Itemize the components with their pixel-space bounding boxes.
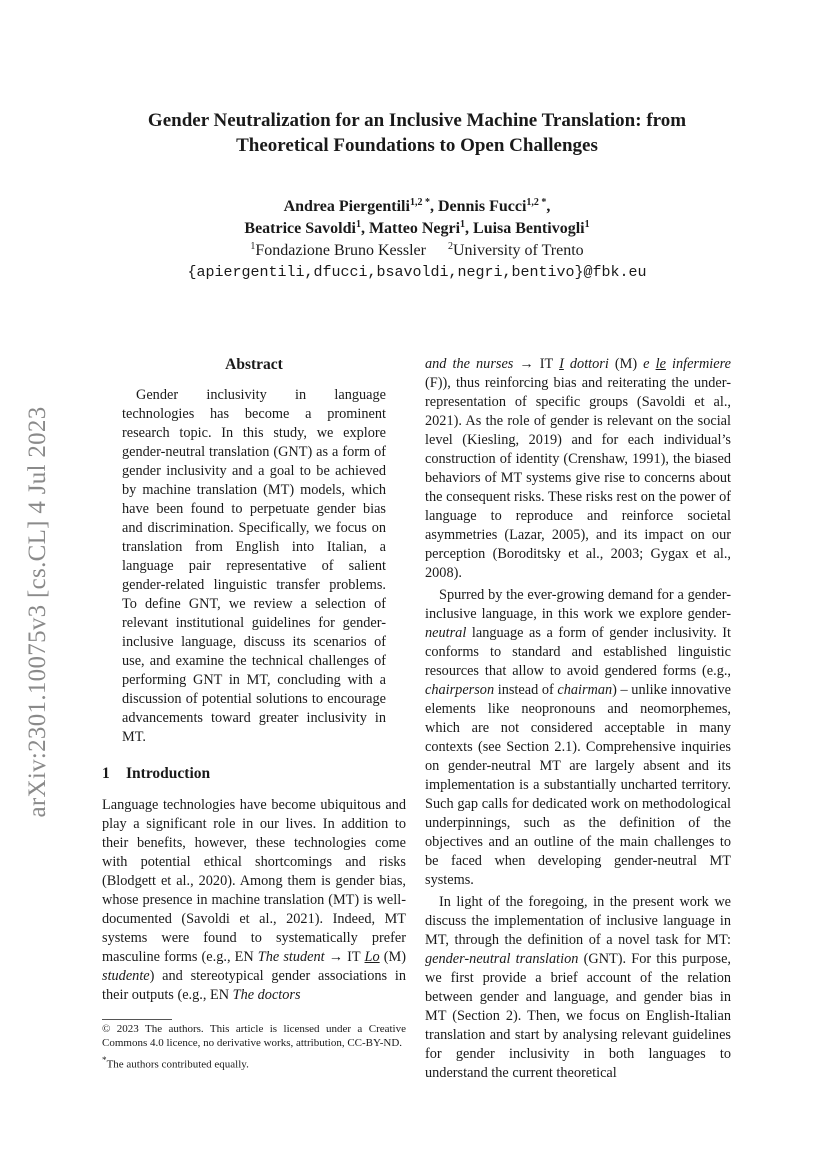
intro-paragraph-3: In light of the foregoing, in the present work we discuss the implementation of inclusive language in MT, through the definition of a novel task for MT: gender-neutral translation (GNT). For this purpose, we first provide a brief account of the relation between gender and language, and gender bias in MT (Section 2). Then, we focus on English-Italian translation and start by analysing relevant guidelines for gender inclusivity in both languages to understand the current theoretical xyxy=(425,894,731,1081)
author-name: Dennis Fucci xyxy=(437,198,527,215)
section-number: 1 xyxy=(102,765,110,782)
affiliations xyxy=(100,240,734,262)
author-separator: , xyxy=(546,198,551,215)
author-name: Luisa Bentivogli xyxy=(473,220,585,237)
affiliation-mark: 2 xyxy=(447,241,453,252)
intro-paragraph-2: Spurred by the ever-growing demand for a gender-inclusive language, in this work we explore gender-neutral language as a form of gender inclusivity. It conforms to standard and established linguistic resources that allow to avoid gendered forms (e.g., chairperson instead of chairman) – unlike innovative elements like neopronouns and neomorphemes, which are not considered acceptable in many contexts (see Section 2.1). Comprehensive inquiries on gender-neutral MT are largely absent and its implementation is a substantially uncharted territory. Such gap calls for dedicated work on methodological underpinnings, such as the definition of the objectives and an outline of the main challenges to be faced when developing gender-neutral MT systems. xyxy=(425,587,731,888)
left-column xyxy=(102,355,406,1005)
section-title: Introduction xyxy=(126,765,211,782)
author-separator: , xyxy=(429,198,438,215)
author-affiliation-mark: 1 xyxy=(584,219,590,230)
affiliation-name: University of Trento xyxy=(452,242,584,259)
abstract-text: Gender inclusivity in language technologies has become a prominent research topic. In this study, we explore gender-neutral translation (GNT) as a form of gender inclusivity and a goal to be achieved by machine translation (MT) models, which have been found to perpetuate gender bias and discrimination. Specifically, we focus on translation from English into Italian, a language pair representative of salient gender-related linguistic transfer problems. To define GNT, we review a selection of relevant institutional guidelines for gender-inclusive language, discuss its scenarios of use, and examine the technical challenges of performing GNT in MT, concluding with a discussion of potential solutions to encourage advancements toward greater inclusivity in MT. xyxy=(122,387,386,745)
author-affiliation-mark: 1 xyxy=(355,219,361,230)
author-emails: {apiergentili,dfucci,bsavoldi,negri,bentivo}@fbk.eu xyxy=(187,264,647,281)
arxiv-sidebar xyxy=(18,380,58,845)
footnote-divider xyxy=(102,1019,172,1020)
section-heading-introduction xyxy=(102,764,406,783)
intro-paragraph-1-continued: and the nurses → IT I dottori (M) e le infermiere (F)), thus reinforcing bias and reiterating the under-representation of specific groups (Savoldi et al., 2021). As the role of gender is relevant on the social level (Kiesling, 2019) and for each individual’s construction of identity (Crenshaw, 1991), the biased behaviors of MT systems give rise to concerns about the consequent risks. These risks rest on the power of language to reproduce and reinforce societal asymmetries (Lazar, 2005), and its impact on our perception (Boroditsky et al., 2003; Gygax et al., 2008). xyxy=(425,356,732,581)
author-name: Andrea Piergentili xyxy=(283,198,410,215)
paper-title xyxy=(100,108,734,158)
author-affiliation-mark: 1 xyxy=(460,219,466,230)
author-line-1 xyxy=(100,196,734,218)
affiliation-mark: 1 xyxy=(250,241,256,252)
right-column xyxy=(425,355,731,1083)
author-name: Matteo Negri xyxy=(368,220,461,237)
author-name: Beatrice Savoldi xyxy=(244,220,356,237)
abstract-heading: Abstract xyxy=(225,356,283,373)
intro-paragraph-1: Language technologies have become ubiquitous and play a significant role in our lives. In addition to their benefits, however, these technologies come with potential ethical shortcomings and risks (Blodgett et al., 2020). Among them is gender bias, whose presence in machine translation (MT) is well-documented (Savoldi et al., 2021). Indeed, MT systems were found to systematically prefer masculine forms (e.g., EN The student → IT Lo (M) studente) and stereotypical gender associations in their outputs (e.g., EN The doctors xyxy=(102,797,406,1003)
arxiv-identifier: arXiv:2301.10075v3 [cs.CL] 4 Jul 2023 xyxy=(24,406,51,818)
license-footnote: © 2023 The authors. This article is licensed under a Creative Commons 4.0 licence, no derivative works, attribution, CC-BY-ND. xyxy=(102,1023,406,1049)
affiliation-name: Fondazione Bruno Kessler xyxy=(255,242,426,259)
title-line-2: Theoretical Foundations to Open Challenges xyxy=(236,135,598,156)
title-line-1: Gender Neutralization for an Inclusive Machine Translation: from xyxy=(147,110,687,131)
equal-contribution-footnote: *The authors contributed equally. xyxy=(102,1055,249,1071)
author-line-2: Beatrice Savoldi$^1$, Matteo Negri$^1$, Luisa Bentivogli$^1$ xyxy=(244,219,590,237)
footnotes xyxy=(102,1022,406,1072)
author-affiliation-mark: 1,2 * xyxy=(526,197,547,208)
author-block xyxy=(100,196,734,284)
author-affiliation-mark: 1,2 * xyxy=(409,197,430,208)
